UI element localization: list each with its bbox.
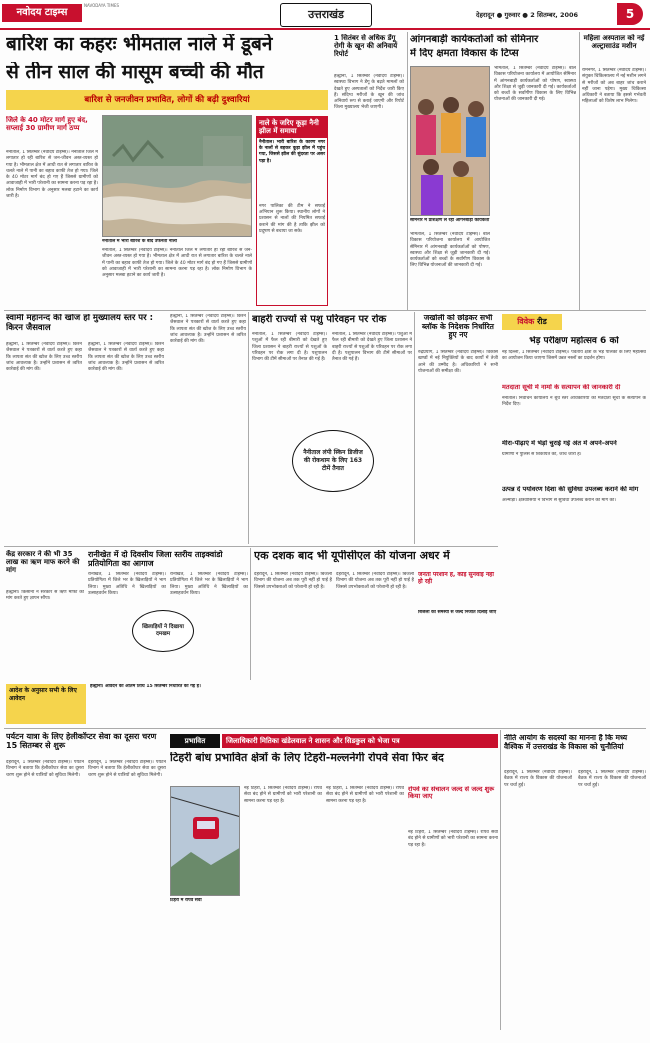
col-divider xyxy=(414,312,415,544)
notice-label: आदेश के अनुसार सभी के लिए आवेदन xyxy=(9,687,77,702)
niti-headline: नीति आयोग के सदस्यों का मानना है कि मध्य वैश्विक में उत्तराखंड के विकास को चुनौतियां xyxy=(504,734,628,751)
vivek-headline: भेड़ परीक्षण महोत्सव 6 को xyxy=(529,336,619,346)
section-box xyxy=(280,3,372,27)
section-name: उत्तराखंड xyxy=(308,8,344,21)
col-divider xyxy=(407,32,408,310)
bahari-headline: बाहरी राज्यों से पशु परिवहन पर रोक xyxy=(252,314,387,325)
vivek-label: विवेक रीड xyxy=(502,314,562,330)
lead-body-cont: नैनीताल, 1 सितम्बर (नवोदय टाइम्स)। नैनीताल जिले में लगातार हो रही बारिश से जन-जीवन अस्त-व्यस्त हो गया है। भीमताल क्षेत्र में आधी रात से लगातार बारिश के चलते नाले में पानी का बहाव काफी तेज हो गया। जिले के 40 मोटर मार्ग बंद हो गए हैं जिससे ग्रामीणों को आवाजाही में भारी परेशानी का सामना करना पड़ रहा है। लोक निर्माण विभाग के अनुसार मलबा हटाने का कार्य जारी है। xyxy=(102,248,252,279)
lead-headline-2: से तीन साल की मासूम बच्ची की मौत xyxy=(6,62,264,83)
side-box-lead: नैनीताल। भारी बारिश के कारण नगर के नालों से बहकर कूड़ा झील में पहुंच गया, जिससे झील की सुंदरता पर असर पड़ा है। xyxy=(259,139,325,164)
right-body: रामनगर, 1 सितम्बर (नवोदय टाइम्स)। संयुक्त चिकित्सालय में नई मशीन लगने से मरीजों को अब बाहर जांच कराने नहीं जाना पड़ेगा। मुख्य चिकित्सा अधिकारी ने बताया कि इससे गर्भवती महिलाओं को विशेष लाभ मिलेगा। xyxy=(582,68,646,105)
ranikhet-callout-text: खिलाड़ियों ने दिखाया दमखम xyxy=(142,624,184,637)
lead-strap-text: बारिश से जनजीवन प्रभावित, लोगों की बढ़ी दुश्वारियां xyxy=(84,95,250,105)
right-item-1-body: नैनीताल। निर्वाचन कार्यालय ने बूथ स्तर अधिकारियों को मतदाता सूची के सत्यापन के निर्देश दिए। xyxy=(502,396,646,408)
bahari-body-2: नैनीताल, 1 सितम्बर (नवोदय टाइम्स)। पशुओं में फैल रही बीमारी को देखते हुए जिला प्रशासन ने बाहरी राज्यों से पशुओं के परिवहन पर रोक लगा दी है। पशुपालन विभाग की टीमें सीमाओं पर तैनात की गई हैं। xyxy=(332,332,412,363)
niti-body-2: देहरादून, 1 सितम्बर (नवोदय टाइम्स)। बैठक में राज्य के विकास की योजनाओं पर चर्चा हुई। xyxy=(578,770,646,788)
col-divider xyxy=(250,548,251,680)
prabhavit-tag xyxy=(170,734,220,748)
anganwadi-headline-2: में दिए क्षमता विकास के टिप्स xyxy=(410,48,519,59)
right-item-1-headline: मतदाता सूची में नामों के सत्यापन की जानकारी दी xyxy=(502,384,621,391)
tehri-body-3: नई टिहरी, 1 सितम्बर (नवोदय टाइम्स)। रोपवे सेवा बंद होने से ग्रामीणों को भारी परेशानी का सामना करना पड़ रहा है। xyxy=(408,830,498,848)
ucil-body: देहरादून, 1 सितम्बर (नवोदय टाइम्स)। बिजली विभाग की योजना अब तक पूरी नहीं हो पाई है जिससे उपभोक्ताओं को परेशानी हो रही है। xyxy=(254,572,332,590)
ranikhet-body-2: रानीखेत, 1 सितम्बर (नवोदय टाइम्स)। प्रतियोगिता में जिले भर के खिलाड़ियों ने भाग लिया। मुख्य अतिथि ने खिलाड़ियों का उत्साहवर्धन किया। xyxy=(170,572,248,596)
vivek-body: नई दिल्ली, 1 सितम्बर (नवोदय टाइम्स)। पर्वतीय क्षेत्रों के भेड़ पालकों के लिए महोत्सव का आयोजन किया जाएगा जिसमें उन्नत नस्लों का प्रदर्शन होगा। xyxy=(502,350,646,362)
ranikhet-body: रानीखेत, 1 सितम्बर (नवोदय टाइम्स)। प्रतियोगिता में जिले भर के खिलाड़ियों ने भाग लिया। मुख्य अतिथि ने खिलाड़ियों का उत्साहवर्धन किया। xyxy=(88,572,166,596)
col-divider xyxy=(579,32,580,310)
lead-photo xyxy=(102,115,252,237)
right-item-2-headline: मीरा-पीढ़ाएं में भेड़ों चुराई गई अंत में अपने-अपने xyxy=(502,440,617,447)
dateline: देहरादून ● गुरुवार ● 2 सितम्बर, 2006 xyxy=(476,11,579,19)
tehri-headline: टिहरी बांध प्रभावित क्षेत्रों के लिए टिहरी-मल्लनेगी रोपवे सेवा फिर बंद xyxy=(170,752,444,764)
river-photo-icon xyxy=(103,116,252,237)
masthead xyxy=(0,0,650,30)
ucil-quote: जनता परेशान है, कोई सुनवाई नहीं हो रही xyxy=(418,572,494,585)
niti-body: देहरादून, 1 सितम्बर (नवोदय टाइम्स)। बैठक में राज्य के विकास की योजनाओं पर चर्चा हुई। xyxy=(504,770,572,788)
notice-box xyxy=(6,684,86,724)
dengue-headline: 1 सितंबर से अधिक डेंगू रोगी के खून की अनिवार्य रिपोर्ट xyxy=(334,34,398,59)
row-divider xyxy=(4,728,646,729)
lead-strap xyxy=(6,90,328,110)
anganwadi-body-2: भीमताल, 1 सितम्बर (नवोदय टाइम्स)। बाल विकास परियोजना कार्यालय में आयोजित सेमिनार में आंगनबाड़ी कार्यकर्ताओं को पोषण, स्वास्थ्य और शिक्षा से जुड़ी जानकारी दी गई। कार्यकर्ताओं को बच्चों के सर्वांगीण विकास के लिए विभिन्न योजनाओं की जानकारी दी गई। xyxy=(410,232,490,269)
bahari-callout xyxy=(292,430,374,492)
ropeway-caption: टिहरी में रोपवे सेवा xyxy=(170,898,202,903)
side-box-body: नगर पालिका की टीम ने सफाई अभियान शुरू किया। स्थानीय लोगों ने प्रशासन से नालों की नियमित सफाई कराने की मांग की है ताकि झील को प्रदूषण से बचाया जा सके। xyxy=(259,203,325,234)
ranikhet-headline: रानीखेत में दो दिवसीय जिला स्तरीय ताइक्वांडो प्रतियोगिता का आगाज xyxy=(88,550,223,569)
lead-subhead: जिले के 40 मोटर मार्ग हुए बंद, सप्लाई 30 ग्रामीण मार्ग ठप्प xyxy=(6,116,88,133)
tehri-body: नई टिहरी, 1 सितम्बर (नवोदय टाइम्स)। रोपवे सेवा बंद होने से ग्रामीणों को भारी परेशानी का सामना करना पड़ रहा है। xyxy=(244,786,322,804)
ropeway-photo xyxy=(170,786,240,896)
extra-body: हल्द्वानी, 1 सितम्बर (नवोदय टाइम्स)। किरन जैसवाल ने पत्रकारों से वार्ता करते हुए कहा कि लापता संत की खोज के लिए उच्च स्तरीय जांच आवश्यक है। उन्होंने प्रशासन से त्वरित कार्रवाई की मांग की। xyxy=(170,314,246,345)
vivek-box xyxy=(502,314,646,334)
row-divider xyxy=(4,546,498,547)
right-item-2-body: ग्रामीणों ने पुलिस से शिकायत की, जांच जारी है। xyxy=(502,452,582,457)
dm-strip xyxy=(222,734,498,748)
anganwadi-headline-1: आंगनबाड़ी कार्यकर्ताओं को सेमिनार xyxy=(410,34,539,45)
heli-headline: पर्यटन यात्रा के लिए हेलीकॉप्टर सेवा का दूसरा चरण 15 सितम्बर से शुरू xyxy=(6,732,157,751)
lead-body: नैनीताल, 1 सितम्बर (नवोदय टाइम्स)। नैनीताल जिले में लगातार हो रही बारिश से जन-जीवन अस्त-व्यस्त हो गया है। भीमताल क्षेत्र में आधी रात से लगातार बारिश के चलते नाले में पानी का बहाव काफी तेज हो गया। जिले के 40 मोटर मार्ग बंद हो गए हैं जिससे ग्रामीणों को आवाजाही में भारी परेशानी का सामना करना पड़ रहा है। लोक निर्माण विभाग के अनुसार मलबा हटाने का कार्य जारी है। xyxy=(6,150,98,200)
ucil-body-2: देहरादून, 1 सितम्बर (नवोदय टाइम्स)। बिजली विभाग की योजना अब तक पूरी नहीं हो पाई है जिससे उपभोक्ताओं को परेशानी हो रही है। xyxy=(336,572,414,590)
loan-body: हल्द्वानी। किसानों ने सरकार से ऋण माफी की मांग करते हुए ज्ञापन सौंपा। xyxy=(6,590,84,602)
col-divider xyxy=(500,730,501,1030)
bahari-callout-text: नैनीताल लंपी स्किन डिजीज की रोकथाम के लिए 163 टीमें तैनात xyxy=(303,449,363,472)
right-headline: महिला अस्पताल को नई अल्ट्रासाउंड मशीन xyxy=(583,34,645,51)
right-item-3-headline: उत्पन्न दें पर्यावरण दिशा की सुविधा उपलब्ध कराने की मांग xyxy=(502,486,639,493)
ranikhet-callout xyxy=(132,610,194,652)
anganwadi-body: भीमताल, 1 सितम्बर (नवोदय टाइम्स)। बाल विकास परियोजना कार्यालय में आयोजित सेमिनार में आंगनबाड़ी कार्यकर्ताओं को पोषण, स्वास्थ्य और शिक्षा से जुड़ी जानकारी दी गई। कार्यकर्ताओं को बच्चों के सर्वांगीण विकास के लिए विभिन्न योजनाओं की जानकारी दी गई। xyxy=(494,66,576,103)
swami-headline: स्वामी महानन्द की खोज हो मुख्यालय स्तर पर : किरन जैसवाल xyxy=(6,314,153,333)
paper-name: नवोदय टाइम्स xyxy=(16,7,68,18)
dm-strip-text: जिलाधिकारी मितिका खंडेलवाल ने शासन और सिडकुल को भेजा पत्र xyxy=(226,737,400,745)
loan-headline: केंद्र सरकार ने की भी 35 लाख का ऋण माफ करने की मांग xyxy=(6,550,80,575)
anganwadi-photo xyxy=(410,66,490,216)
swami-body-2: हल्द्वानी, 1 सितम्बर (नवोदय टाइम्स)। किरन जैसवाल ने पत्रकारों से वार्ता करते हुए कहा कि लापता संत की खोज के लिए उच्च स्तरीय जांच आवश्यक है। उन्होंने प्रशासन से त्वरित कार्रवाई की मांग की। xyxy=(88,342,164,373)
notice-body: हल्द्वानी। आवेदन की अंतिम तिथि 15 सितम्बर निर्धारित की गई है। xyxy=(90,684,201,689)
heli-body: देहरादून, 1 सितम्बर (नवोदय टाइम्स)। पर्यटन विभाग ने बताया कि हेलीकॉप्टर सेवा का दूसरा चरण शुरू होने से यात्रियों को सुविधा मिलेगी। xyxy=(6,760,84,778)
side-box xyxy=(256,116,328,306)
dengue-body: हल्द्वानी, 1 सितम्बर (नवोदय टाइम्स)। स्वास्थ्य विभाग ने डेंगू के बढ़ते मामलों को देखते हुए अस्पतालों को निर्देश जारी किए हैं। संदिग्ध मरीजों के खून की जांच अनिवार्य रूप से कराई जाएगी और रिपोर्ट जिला मुख्यालय भेजी जाएगी। xyxy=(334,74,404,111)
paper-name-box xyxy=(2,4,82,22)
prabhavit-label: प्रभावित xyxy=(184,737,206,745)
tehri-quote: रोपवे का संचालन जल्द से जल्द शुरू किया जाए xyxy=(408,786,495,801)
anganwadi-caption: सेमिनार में प्रशिक्षण ले रहीं आंगनबाड़ी कार्यकर्ता xyxy=(410,218,490,223)
tehri-body-2: नई टिहरी, 1 सितम्बर (नवोदय टाइम्स)। रोपवे सेवा बंद होने से ग्रामीणों को भारी परेशानी का सामना करना पड़ रहा है। xyxy=(326,786,404,804)
page-number: 5 xyxy=(617,3,643,25)
bahari-body: नैनीताल, 1 सितम्बर (नवोदय टाइम्स)। पशुओं में फैल रही बीमारी को देखते हुए जिला प्रशासन ने बाहरी राज्यों से पशुओं के परिवहन पर रोक लगा दी है। पशुपालन विभाग की टीमें सीमाओं पर तैनात की गई हैं। xyxy=(252,332,327,363)
small-tag: NAVODAYA TIMES xyxy=(84,3,120,8)
ropeway-icon xyxy=(171,787,240,896)
ucil-headline: एक दशक बाद भी यूपीसीएल की योजना अधर में xyxy=(254,550,450,562)
jagar-headline: जखोली को छोड़कर सभी ब्लॉक के निदेशक निर्धारित हुए नए xyxy=(422,314,494,340)
side-box-title: नाले के जरिए कूड़ा नैनी झील में समाया xyxy=(257,117,327,138)
col-divider xyxy=(248,312,249,544)
swami-body: हल्द्वानी, 1 सितम्बर (नवोदय टाइम्स)। किरन जैसवाल ने पत्रकारों से वार्ता करते हुए कहा कि लापता संत की खोज के लिए उच्च स्तरीय जांच आवश्यक है। उन्होंने प्रशासन से त्वरित कार्रवाई की मांग की। xyxy=(6,342,82,373)
jagar-body: रुद्रप्रयाग, 1 सितम्बर (नवोदय टाइम्स)। विकास खण्डों में नई नियुक्तियों के बाद कार्यों में तेजी आने की उम्मीद है। अधिकारियों ने सभी योजनाओं की समीक्षा की। xyxy=(418,350,498,374)
ucil-quote-2: बिजली की समस्या से जल्द निजात दिलाई जाए xyxy=(418,610,497,615)
row-divider xyxy=(4,310,646,311)
lead-headline-1: बारिश का कहरः भीमताल नाले में डूबने xyxy=(6,34,273,55)
lead-photo-caption: नैनीताल में भारी बारिश के बाद उफनता नाला xyxy=(102,239,177,244)
heli-body-2: देहरादून, 1 सितम्बर (नवोदय टाइम्स)। पर्यटन विभाग ने बताया कि हेलीकॉप्टर सेवा का दूसरा चरण शुरू होने से यात्रियों को सुविधा मिलेगी। xyxy=(88,760,166,778)
group-photo-icon xyxy=(411,67,490,216)
right-item-3-body: अल्मोड़ा। क्षेत्रवासियों ने विभाग से सुविधा उपलब्ध कराने की मांग की। xyxy=(502,498,616,503)
